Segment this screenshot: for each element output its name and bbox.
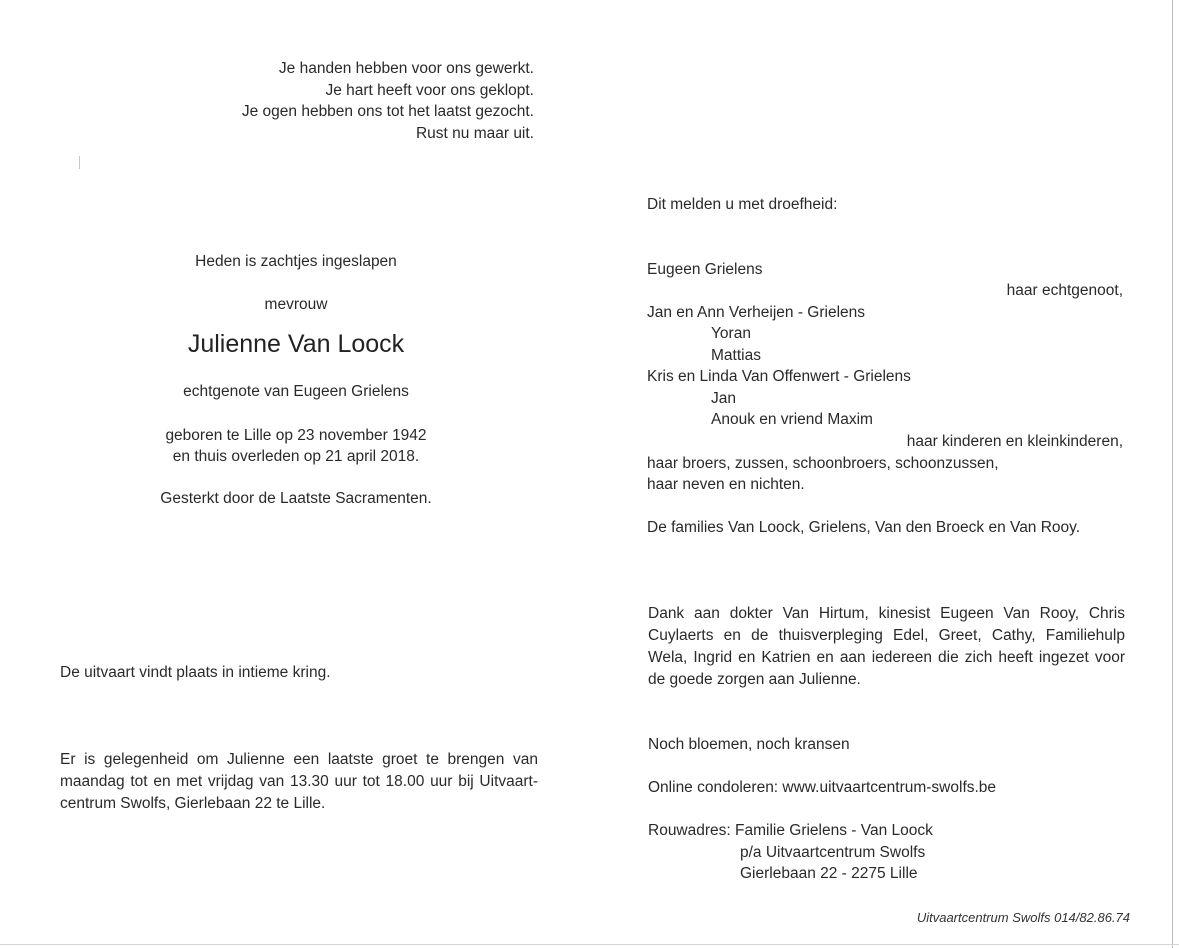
address-line-3: Gierlebaan 22 - 2275 Lille	[740, 865, 918, 882]
husband-role: haar echtgenoot,	[1006, 282, 1123, 299]
address-label: Rouwadres: Familie Grielens - Van Loock	[648, 822, 933, 839]
address-line-2: p/a Uitvaartcentrum Swolfs	[740, 844, 926, 861]
deceased-name: Julienne Van Loock	[187, 330, 405, 358]
husband-name: Eugeen Grielens	[647, 261, 763, 278]
poem	[150, 58, 534, 144]
poem-line: Je handen hebben voor ons gewerkt.	[278, 60, 534, 77]
announcement-text: Dit melden u met droefheid:	[647, 196, 838, 213]
cousins-text: haar neven en nichten.	[647, 476, 805, 493]
visitation-text: Er is gelegenheid om Julienne een laatste groet te brengen van maandag tot en met vrijdag van 13.30 uur tot 18.00 uur bij Uitvaart-centrum Swolfs, Gierlebaan 22 te Lille.	[60, 751, 538, 812]
poem-line: Je hart heeft voor ons geklopt.	[325, 81, 534, 99]
families-text: De families Van Loock, Grielens, Van den Broeck en Van Rooy.	[647, 519, 1081, 536]
condolences-text: Online condoleren: www.uitvaartcentrum-swolfs.be	[648, 779, 997, 796]
footer-text: Uitvaartcentrum Swolfs 014/82.86.74	[916, 910, 1130, 925]
page-right-edge	[1172, 0, 1173, 948]
grandchild-4: Anouk en vriend Maxim	[711, 411, 873, 428]
birth-text: geboren te Lille op 23 november 1942	[165, 427, 427, 444]
grandchild-1: Yoran	[711, 325, 751, 342]
poem-line: Rust nu maar uit.	[415, 124, 534, 142]
death-text: en thuis overleden op 21 april 2018.	[172, 448, 420, 465]
grandchild-2: Mattias	[711, 347, 761, 364]
family-line-1: Jan en Ann Verheijen - Grielens	[647, 304, 865, 321]
family-line-2: Kris en Linda Van Offenwert - Grielens	[647, 368, 911, 385]
sacraments-text: Gesterkt door de Laatste Sacramenten.	[160, 490, 432, 507]
poem-line: Je ogen hebben ons tot het laatst gezocht.	[241, 103, 534, 120]
spouse-text: echtgenote van Eugeen Grielens	[183, 383, 409, 400]
title-text: mevrouw	[264, 296, 328, 313]
thanks-text: Dank aan dokter Van Hirtum, kinesist Eugeen Van Rooy, Chris Cuylaerts en de thuisverpleging Edel, Greet, Cathy, Familiehulp Wela, Ingrid en Katrien en aan iedereen die zich heeft ingezet voor de goede zorgen aan Julienne.	[648, 605, 1125, 688]
intro-text: Heden is zachtjes ingeslapen	[195, 253, 397, 270]
funeral-text: De uitvaart vindt plaats in intieme kring.	[60, 664, 331, 681]
children-role: haar kinderen en kleinkinderen,	[906, 433, 1123, 450]
siblings-text: haar broers, zussen, schoonbroers, schoonzussen,	[647, 455, 999, 472]
scan-speck	[79, 156, 80, 169]
grandchild-3: Jan	[711, 390, 736, 407]
page-bottom-edge	[0, 944, 1179, 945]
flowers-text: Noch bloemen, noch kransen	[648, 736, 850, 753]
